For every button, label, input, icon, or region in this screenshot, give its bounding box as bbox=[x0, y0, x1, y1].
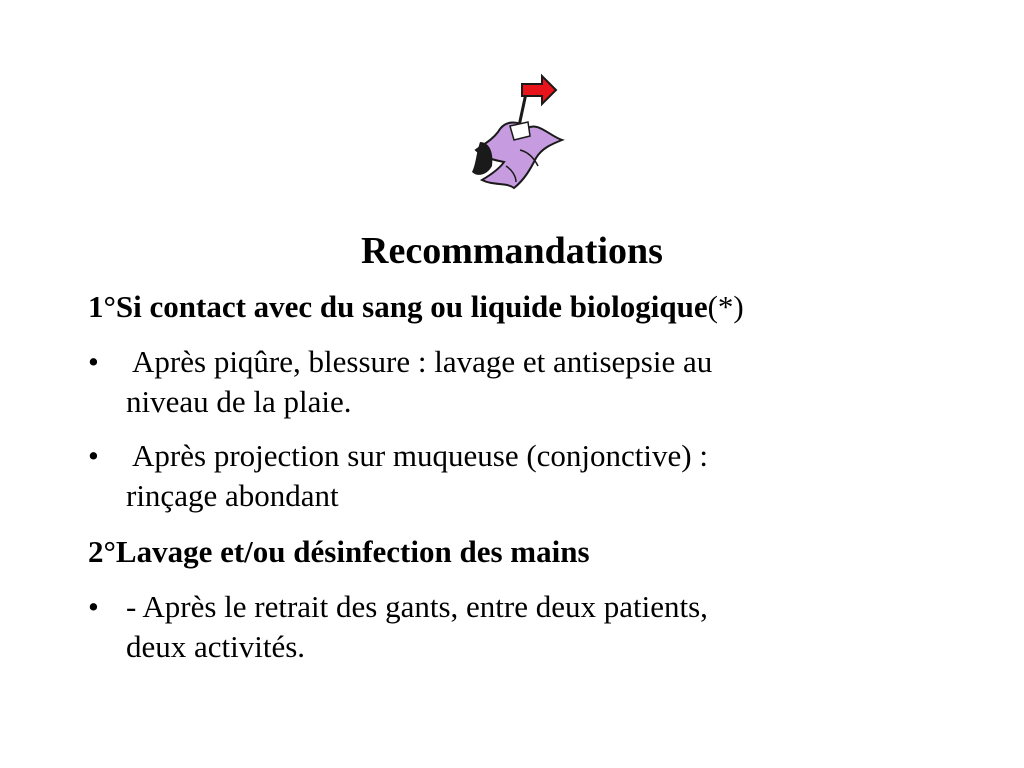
flag-runner-icon bbox=[458, 70, 568, 192]
bullet-line-2: rinçage abondant bbox=[126, 478, 339, 513]
section-2-number: 2° bbox=[88, 534, 116, 569]
bullet-marker: • bbox=[88, 589, 99, 624]
section-1-heading bbox=[88, 287, 744, 327]
section-1-number: 1° bbox=[88, 289, 116, 324]
bullet-item bbox=[88, 587, 908, 667]
bullet-line-1: Après piqûre, blessure : lavage et antisepsie au bbox=[126, 344, 713, 379]
bullet-line-1: - Après le retrait des gants, entre deux patients, bbox=[126, 589, 708, 624]
bullet-item bbox=[88, 342, 908, 422]
bullet-line-2: niveau de la plaie. bbox=[126, 384, 352, 419]
section-1-suffix: (*) bbox=[707, 289, 744, 324]
bullet-marker: • bbox=[88, 438, 99, 473]
slide-title: Recommandations bbox=[361, 230, 663, 272]
bullet-line-2: deux activités. bbox=[126, 629, 306, 664]
bullet-line-1: Après projection sur muqueuse (conjonctive) : bbox=[126, 438, 708, 473]
section-2-heading-text: Lavage et/ou désinfection des mains bbox=[115, 534, 590, 569]
section-1-heading-text: Si contact avec du sang ou liquide biologique bbox=[115, 289, 708, 324]
section-2-heading bbox=[88, 532, 590, 572]
bullet-marker: • bbox=[88, 344, 99, 379]
bullet-item bbox=[88, 436, 908, 516]
flag-arrow-icon bbox=[522, 76, 556, 104]
